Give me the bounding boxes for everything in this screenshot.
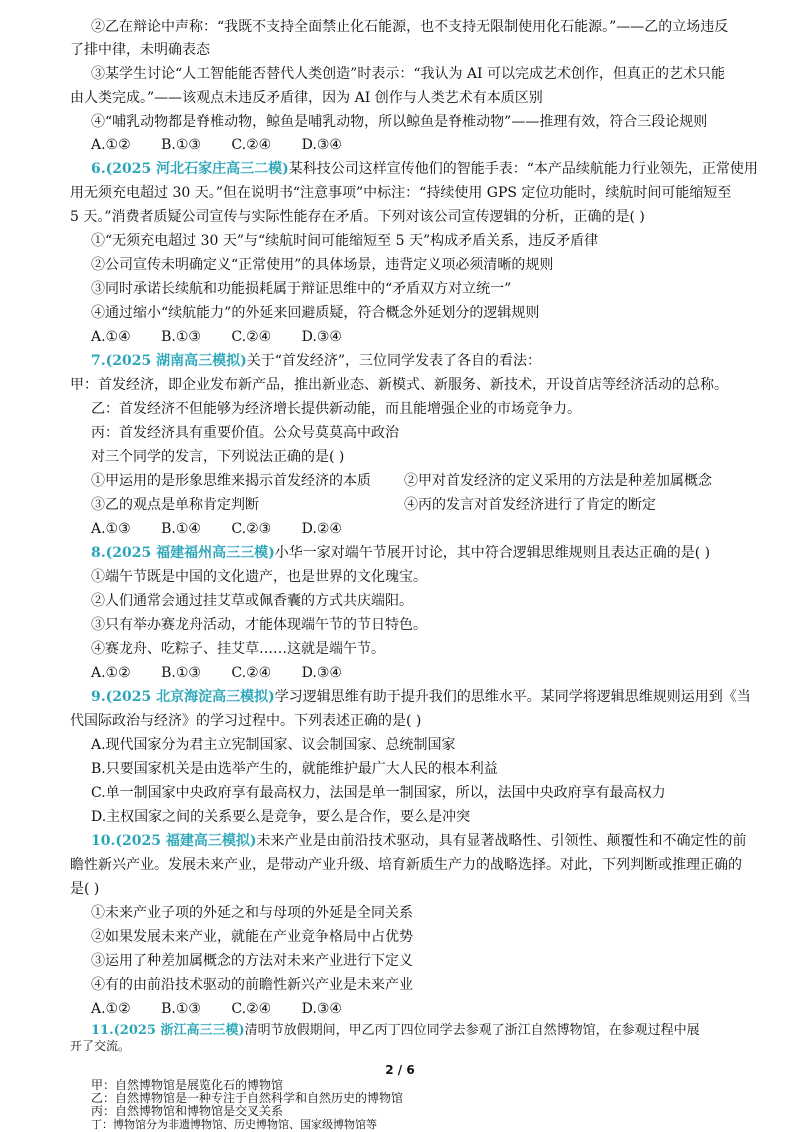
page-number: 2 / 6 bbox=[385, 1063, 415, 1077]
q10-statement-1: ①未来产业子项的外延之和与母项的外延是全同关系 bbox=[91, 905, 413, 921]
q8-statement-4: ④赛龙舟、吃粽子、挂艾草……这就是端午节。 bbox=[91, 641, 385, 657]
q10-statement-3: ③运用了种差加属概念的方法对未来产业进行下定义 bbox=[91, 953, 413, 969]
q5-statement-3: ③某学生讨论“人工智能能否替代人类创造”时表示：“我认为 AI 可以完成艺术创作，但真正的艺术只能 bbox=[91, 66, 726, 82]
q6-statement-2: ②公司宣传未明确定义“正常使用”的具体场景，违背定义项必须清晰的规则 bbox=[91, 257, 554, 273]
q9-option-a: A.现代国家分为君主立宪制国家、议会制国家、总统制国家 bbox=[91, 737, 456, 753]
option-a: A.①② bbox=[91, 1001, 131, 1017]
q9-option-c: C.单一制国家中央政府享有最高权力，法国是单一制国家，所以，法国中央政府享有最高权力 bbox=[91, 785, 666, 801]
option-c: C.②③ bbox=[231, 521, 272, 537]
q10-source: (2025 福建高三模拟) bbox=[115, 833, 257, 849]
q6-statement-3: ③同时承诺长续航和功能损耗属于辩证思维中的“矛盾双方对立统一” bbox=[91, 281, 512, 297]
q11-stem-text: 清明节放假期间，甲乙丙丁四位同学去参观了浙江自然博物馆，在参观过程中展 bbox=[244, 1023, 700, 1038]
q10-stem-cont: 瞻性新兴产业。发展未来产业，是带动产业升级、培育新质生产力的战略选择。对此，下列判断或推理正确的 bbox=[70, 857, 742, 873]
q9-option-b: B.只要国家机关是由选举产生的，就能维护最广大人民的根本利益 bbox=[91, 761, 498, 777]
q6-stem bbox=[0, 158, 800, 180]
option-a: A.①② bbox=[91, 137, 131, 153]
q7-view-bing: 丙：首发经济具有重要价值。公众号莫莫高中政治 bbox=[91, 425, 399, 441]
q7-statements-1-2 bbox=[0, 470, 800, 492]
q6-stem-cont2: 5 天。”消费者质疑公司宣传与实际性能存在矛盾。下列对该公司宣传逻辑的分析，正确的是( ) bbox=[70, 209, 645, 225]
q11-view-ding: 丁：博物馆分为非遗博物馆、历史博物馆、国家级博物馆等 bbox=[91, 1118, 377, 1131]
q8-stem-text: 小华一家对端午节展开讨论，其中符合逻辑思维规则且表达正确的是( ) bbox=[274, 545, 711, 561]
q8-source: (2025 福建福州高三三模) bbox=[105, 545, 275, 561]
option-d: D.②④ bbox=[301, 521, 342, 537]
q8-statement-2: ②人们通常会通过挂艾草或佩香囊的方式共庆端阳。 bbox=[91, 593, 413, 609]
option-b: B.①③ bbox=[161, 665, 201, 681]
q9-number: 9. bbox=[91, 689, 106, 705]
q9-stem-text: 学习逻辑思维有助于提升我们的思维水平。某同学将逻辑思维规则运用到《当 bbox=[274, 689, 751, 705]
q5-statement-2-cont: 了排中律，未明确表态 bbox=[70, 42, 210, 58]
q6-options bbox=[0, 326, 800, 348]
q8-statement-1: ①端午节既是中国的文化遗产，也是世界的文化瑰宝。 bbox=[91, 569, 427, 585]
option-d: D.③④ bbox=[301, 329, 342, 345]
q7-statements-3-4 bbox=[0, 494, 800, 516]
q11-source: (2025 浙江高三三模) bbox=[113, 1023, 245, 1038]
q6-stem-text: 某科技公司这样宣传他们的智能手表：“本产品续航能力行业领先，正常使用 bbox=[288, 161, 758, 177]
q6-source: (2025 河北石家庄高三二模) bbox=[105, 161, 289, 177]
option-a: A.①② bbox=[91, 665, 131, 681]
option-a: A.①③ bbox=[91, 521, 131, 537]
option-b: B.①③ bbox=[161, 1001, 201, 1017]
q5-options bbox=[0, 134, 800, 156]
q6-stem-cont: 用无须充电超过 30 天。”但在说明书“注意事项”中标注：“持续使用 GPS 定位功能时，续航时间可能缩短至 bbox=[70, 185, 732, 201]
q5-statement-2: ②乙在辩论中声称：“我既不支持全面禁止化石能源，也不支持无限制使用化石能源。”——乙的立场违反 bbox=[91, 19, 729, 35]
q7-source: (2025 湖南高三模拟) bbox=[105, 353, 247, 369]
q8-number: 8. bbox=[91, 545, 106, 561]
q7-view-yi: 乙：首发经济不但能够为经济增长提供新动能，而且能增强企业的市场竞争力。 bbox=[91, 401, 581, 417]
q7-options bbox=[0, 518, 800, 540]
q10-number: 10. bbox=[91, 833, 116, 849]
q11-number: 11. bbox=[91, 1023, 114, 1038]
option-c: C.②④ bbox=[231, 329, 272, 345]
q9-source: (2025 北京海淀高三模拟) bbox=[105, 689, 275, 705]
q10-options bbox=[0, 998, 800, 1020]
q11-view-jia: 甲：自然博物馆是展览化石的博物馆 bbox=[91, 1078, 284, 1092]
q7-statement-4: ④丙的发言对首发经济进行了肯定的断定 bbox=[404, 497, 656, 513]
q8-statement-3: ③只有举办赛龙舟活动，才能体现端午节的节日特色。 bbox=[91, 617, 427, 633]
option-b: B.①④ bbox=[161, 521, 201, 537]
q9-stem-cont: 代国际政治与经济》的学习过程中。下列表述正确的是( ) bbox=[70, 713, 422, 729]
q7-stem bbox=[0, 350, 800, 372]
q7-statement-2: ②甲对首发经济的定义采用的方法是种差加属概念 bbox=[404, 473, 712, 489]
option-c: C.②④ bbox=[231, 137, 272, 153]
q7-statement-1: ①甲运用的是形象思维来揭示首发经济的本质 bbox=[91, 473, 371, 489]
option-c: C.②④ bbox=[231, 665, 272, 681]
q11-view-bing: 丙：自然博物馆和博物馆是交叉关系 bbox=[91, 1104, 284, 1118]
q5-statement-3-cont: 由人类完成。”——该观点未违反矛盾律，因为 AI 创作与人类艺术有本质区别 bbox=[70, 90, 543, 106]
q7-stem-text: 关于“首发经济”，三位同学发表了各自的看法： bbox=[246, 353, 542, 369]
q7-statement-3: ③乙的观点是单称肯定判断 bbox=[91, 497, 259, 513]
q11-view-yi: 乙：自然博物馆是一种专注于自然科学和自然历史的博物馆 bbox=[91, 1091, 404, 1105]
q8-options bbox=[0, 662, 800, 684]
q11-stem-cont: 开了交流。 bbox=[70, 1039, 131, 1053]
option-b: B.①③ bbox=[161, 137, 201, 153]
q10-stem-cont2: 是( ) bbox=[70, 881, 100, 897]
q6-statement-1: ①“无须充电超过 30 天”与“续航时间可能缩短至 5 天”构成矛盾关系，违反矛盾律 bbox=[91, 233, 599, 249]
q8-stem bbox=[0, 542, 800, 564]
q10-stem bbox=[0, 830, 800, 852]
option-a: A.①④ bbox=[91, 329, 131, 345]
q10-stem-text: 未来产业是由前沿技术驱动，具有显著战略性、引领性、颠覆性和不确定性的前 bbox=[256, 833, 747, 849]
q6-statement-4: ④通过缩小“续航能力”的外延来回避质疑，符合概念外延划分的逻辑规则 bbox=[91, 305, 540, 321]
option-d: D.③④ bbox=[301, 137, 342, 153]
option-d: D.③④ bbox=[301, 665, 342, 681]
option-b: B.①③ bbox=[161, 329, 201, 345]
q10-statement-4: ④有的由前沿技术驱动的前瞻性新兴产业是未来产业 bbox=[91, 977, 413, 993]
q9-stem bbox=[0, 686, 800, 708]
q10-statement-2: ②如果发展未来产业，就能在产业竞争格局中占优势 bbox=[91, 929, 413, 945]
q6-number: 6. bbox=[91, 161, 106, 177]
option-d: D.③④ bbox=[301, 1001, 342, 1017]
q7-number: 7. bbox=[91, 353, 106, 369]
q9-option-d: D.主权国家之间的关系要么是竞争，要么是合作，要么是冲突 bbox=[91, 809, 471, 825]
q7-question: 对三个同学的发言，下列说法正确的是( ) bbox=[91, 449, 345, 465]
option-c: C.②④ bbox=[231, 1001, 272, 1017]
q5-statement-4: ④“哺乳动物都是脊椎动物，鲸鱼是哺乳动物，所以鲸鱼是脊椎动物”——推理有效，符合三段论规则 bbox=[91, 114, 708, 130]
q7-view-jia: 甲：首发经济，即企业发布新产品，推出新业态、新模式、新服务、新技术，开设首店等经济活动的总称。 bbox=[70, 377, 728, 393]
